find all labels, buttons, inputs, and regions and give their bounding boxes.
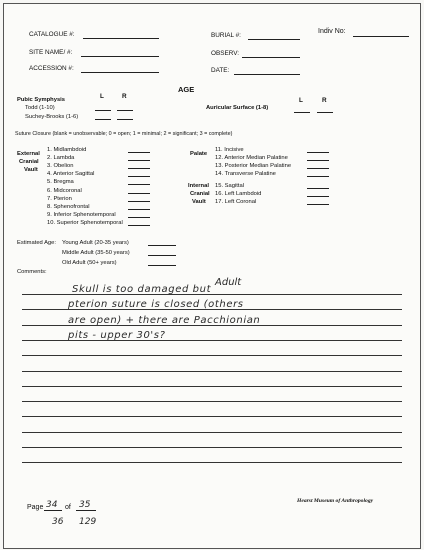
handwritten-number: 36 [52, 517, 64, 527]
burial-field[interactable] [248, 39, 300, 40]
catalogue-field[interactable] [83, 38, 159, 39]
middle-adult-label: Middle Adult (35-50 years) [62, 250, 130, 256]
comment-rule-line[interactable] [22, 416, 402, 417]
suture-item-label: 3. Obelion [47, 163, 74, 170]
external-label-2: Cranial [19, 159, 39, 165]
suture-heading: Suture Closure (blank = unobservable; 0 = open; 1 = minimal; 2 = significant; 3 = complete) [15, 131, 233, 137]
suture-item-label: 13. Posterior Median Palatine [215, 163, 292, 170]
suture-item-label: 5. Bregma [47, 179, 74, 186]
suture-item-label: 15. Sagittal [215, 183, 245, 189]
suture-score-field[interactable] [128, 152, 150, 153]
internal-label-2: Cranial [190, 191, 210, 197]
page-number-field [44, 510, 62, 511]
suchey-label: Suchey-Brooks (1-6) [25, 114, 79, 120]
todd-right-field[interactable] [117, 110, 133, 111]
auricular-label: Auricular Surface (1-8) [206, 105, 269, 111]
suture-score-field[interactable] [307, 160, 329, 161]
indiv-label: Indiv No: [318, 28, 346, 35]
suchey-right-field[interactable] [117, 119, 133, 120]
suture-score-field[interactable] [307, 196, 329, 197]
handwritten-comment-line: pterion suture is closed (others [68, 299, 244, 311]
of-label: of [65, 504, 71, 511]
suture-score-field[interactable] [307, 188, 329, 189]
site-name-label: SITE NAME/ #: [29, 49, 73, 56]
handwritten-total: 129 [79, 517, 97, 527]
suture-item-label: 9. Inferior Sphenotemporal [47, 211, 116, 218]
handwritten-comment-line: are open) + there are Pacchionian [68, 314, 261, 326]
pubic-l-header: L [100, 93, 104, 100]
palate-label: Palate [190, 151, 208, 157]
suture-score-field[interactable] [128, 201, 150, 202]
suture-item-label: 16. Left Lambdoid [215, 191, 262, 198]
accession-label: ACCESSION #: [29, 65, 74, 72]
suture-score-field[interactable] [128, 176, 150, 177]
suture-item-label: 8. Sphenofrontal [47, 203, 90, 210]
handwritten-comment-line: Skull is too damaged but [72, 284, 212, 295]
middle-adult-field[interactable] [148, 255, 176, 256]
suture-score-field[interactable] [128, 160, 150, 161]
suture-item-label: 1. Midlambdoid [47, 147, 87, 153]
comments-label: Comments: [17, 269, 47, 275]
suture-score-field[interactable] [128, 168, 150, 169]
date-field[interactable] [234, 74, 300, 75]
accession-field[interactable] [81, 72, 159, 73]
young-adult-field[interactable] [148, 245, 176, 246]
auricular-left-field[interactable] [294, 112, 310, 113]
old-adult-label: Old Adult (50+ years) [62, 260, 117, 266]
age-title: AGE [178, 85, 195, 94]
handwritten-comment-line: pits - upper 30's? [68, 329, 166, 341]
auricular-r-header: R [322, 97, 327, 104]
estimated-age-label: Estimated Age: [17, 240, 56, 246]
suture-item-label: 12. Anterior Median Palatine [215, 155, 288, 162]
todd-label: Todd (1-10) [25, 105, 55, 111]
young-adult-label: Young Adult (20-35 years) [62, 240, 129, 246]
suture-item-label: 10. Superior Sphenotemporal [47, 219, 123, 226]
page-total: 35 [79, 500, 91, 510]
observ-field[interactable] [242, 57, 300, 58]
suture-score-field[interactable] [128, 184, 150, 185]
indiv-field[interactable] [353, 36, 409, 37]
date-label: DATE: [211, 67, 230, 74]
suture-item-label: 14. Transverse Palatine [215, 171, 276, 178]
internal-label-3: Vault [192, 199, 206, 205]
suture-score-field[interactable] [307, 176, 329, 177]
site-name-field[interactable] [81, 56, 159, 57]
suture-score-field[interactable] [307, 152, 329, 153]
page-label: Page [27, 504, 44, 511]
comment-rule-line[interactable] [22, 432, 402, 433]
todd-left-field[interactable] [95, 110, 111, 111]
comment-rule-line[interactable] [22, 355, 402, 356]
suture-item-label: 7. Pterion [47, 195, 72, 202]
old-adult-field[interactable] [148, 265, 176, 266]
suture-item-label: 17. Left Coronal [215, 199, 257, 206]
suture-score-field[interactable] [307, 168, 329, 169]
suture-score-field[interactable] [128, 209, 150, 210]
internal-label-1: Internal [188, 183, 209, 189]
external-label-3: Vault [24, 167, 38, 173]
handwritten-adult: Adult [215, 277, 242, 288]
museum-name: Hearst Museum of Anthropology [297, 498, 374, 504]
comment-rule-line[interactable] [22, 462, 402, 463]
page-total-field [76, 510, 96, 511]
comment-rule-line[interactable] [22, 371, 402, 372]
comment-rule-line[interactable] [22, 447, 402, 448]
external-label-1: External [17, 151, 40, 157]
comment-rule-line[interactable] [22, 386, 402, 387]
page-number: 34 [46, 500, 58, 510]
auricular-right-field[interactable] [317, 112, 333, 113]
suture-score-field[interactable] [128, 193, 150, 194]
suture-score-field[interactable] [307, 204, 329, 205]
suchey-left-field[interactable] [95, 119, 111, 120]
auricular-l-header: L [299, 97, 303, 104]
suture-score-field[interactable] [128, 225, 150, 226]
catalogue-label: CATALOGUE #: [29, 31, 75, 38]
suture-item-label: 6. Midcoronal [47, 187, 82, 194]
observ-label: OBSERV: [211, 50, 240, 57]
comment-rule-line[interactable] [22, 401, 402, 402]
pubic-symphysis-label: Pubic Symphysis [17, 97, 66, 103]
suture-item-label: 11. Incisive [215, 147, 244, 153]
pubic-r-header: R [122, 93, 127, 100]
suture-item-label: 4. Anterior Sagittal [47, 171, 95, 178]
form-page [3, 3, 421, 549]
burial-label: BURIAL #: [211, 32, 241, 39]
suture-score-field[interactable] [128, 217, 150, 218]
suture-item-label: 2. Lambda [47, 155, 75, 162]
